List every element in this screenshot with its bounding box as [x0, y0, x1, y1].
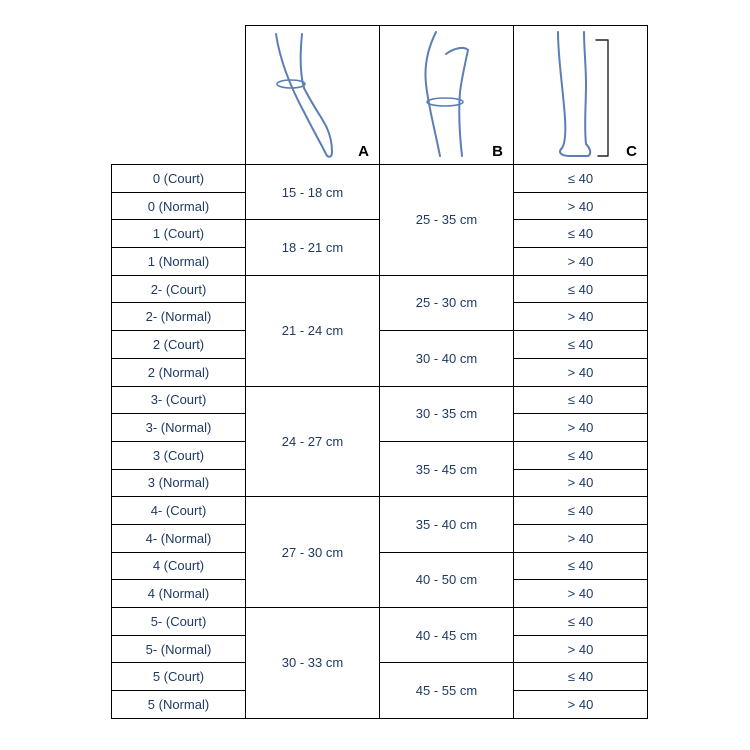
size-cell: 4 (Court): [112, 552, 246, 580]
size-cell: 3- (Normal): [112, 414, 246, 442]
calf-range-cell: 35 - 45 cm: [380, 441, 514, 496]
header-b: [380, 26, 514, 165]
size-cell: 4- (Normal): [112, 524, 246, 552]
length-cell: > 40: [514, 303, 648, 331]
calf-range-cell: 25 - 35 cm: [380, 165, 514, 276]
size-table: [111, 25, 648, 719]
calf-range-cell: 35 - 40 cm: [380, 497, 514, 552]
length-cell: ≤ 40: [514, 275, 648, 303]
length-cell: > 40: [514, 635, 648, 663]
size-cell: 0 (Normal): [112, 192, 246, 220]
length-cell: > 40: [514, 469, 648, 497]
length-cell: ≤ 40: [514, 552, 648, 580]
size-cell: 1 (Normal): [112, 248, 246, 276]
column-b-letter: B: [492, 143, 503, 160]
length-cell: ≤ 40: [514, 608, 648, 636]
size-cell: 2- (Court): [112, 275, 246, 303]
size-cell: 5- (Court): [112, 608, 246, 636]
size-cell: 5 (Court): [112, 663, 246, 691]
length-cell: > 40: [514, 248, 648, 276]
calf-range-cell: 30 - 40 cm: [380, 331, 514, 386]
length-cell: > 40: [514, 691, 648, 719]
length-cell: ≤ 40: [514, 497, 648, 525]
table-row: [112, 331, 648, 359]
calf-range-cell: 25 - 30 cm: [380, 275, 514, 330]
size-cell: 5- (Normal): [112, 635, 246, 663]
size-cell: 3- (Court): [112, 386, 246, 414]
table-row: [112, 663, 648, 691]
length-cell: > 40: [514, 358, 648, 386]
column-a-letter: A: [358, 143, 369, 160]
calf-range-cell: 45 - 55 cm: [380, 663, 514, 718]
table-row: [112, 275, 648, 303]
header-empty-cell: [112, 26, 246, 165]
length-cell: ≤ 40: [514, 386, 648, 414]
size-cell: 4 (Normal): [112, 580, 246, 608]
header-a: [246, 26, 380, 165]
calf-range-cell: 40 - 50 cm: [380, 552, 514, 607]
length-cell: > 40: [514, 414, 648, 442]
calf-range-cell: 30 - 35 cm: [380, 386, 514, 441]
ankle-range-cell: 24 - 27 cm: [246, 386, 380, 497]
table-row: [112, 386, 648, 414]
size-cell: 0 (Court): [112, 165, 246, 193]
size-cell: 1 (Court): [112, 220, 246, 248]
table-body: [112, 26, 648, 719]
size-cell: 3 (Normal): [112, 469, 246, 497]
column-c-letter: C: [626, 143, 637, 160]
header-c: [514, 26, 648, 165]
table-row: [112, 165, 648, 193]
ankle-range-cell: 18 - 21 cm: [246, 220, 380, 275]
ankle-range-cell: 21 - 24 cm: [246, 275, 380, 386]
table-row: [112, 552, 648, 580]
size-cell: 2- (Normal): [112, 303, 246, 331]
length-cell: > 40: [514, 580, 648, 608]
calf-range-cell: 40 - 45 cm: [380, 608, 514, 663]
table-row: [112, 497, 648, 525]
length-cell: ≤ 40: [514, 331, 648, 359]
ankle-range-cell: 30 - 33 cm: [246, 608, 380, 719]
length-cell: ≤ 40: [514, 165, 648, 193]
header-row: [112, 26, 648, 165]
length-cell: ≤ 40: [514, 441, 648, 469]
size-cell: 4- (Court): [112, 497, 246, 525]
length-cell: > 40: [514, 192, 648, 220]
length-cell: ≤ 40: [514, 220, 648, 248]
size-cell: 2 (Normal): [112, 358, 246, 386]
size-cell: 3 (Court): [112, 441, 246, 469]
table-row: [112, 608, 648, 636]
table-row: [112, 441, 648, 469]
size-cell: 2 (Court): [112, 331, 246, 359]
length-cell: > 40: [514, 524, 648, 552]
size-cell: 5 (Normal): [112, 691, 246, 719]
length-cell: ≤ 40: [514, 663, 648, 691]
ankle-range-cell: 15 - 18 cm: [246, 165, 380, 220]
ankle-range-cell: 27 - 30 cm: [246, 497, 380, 608]
